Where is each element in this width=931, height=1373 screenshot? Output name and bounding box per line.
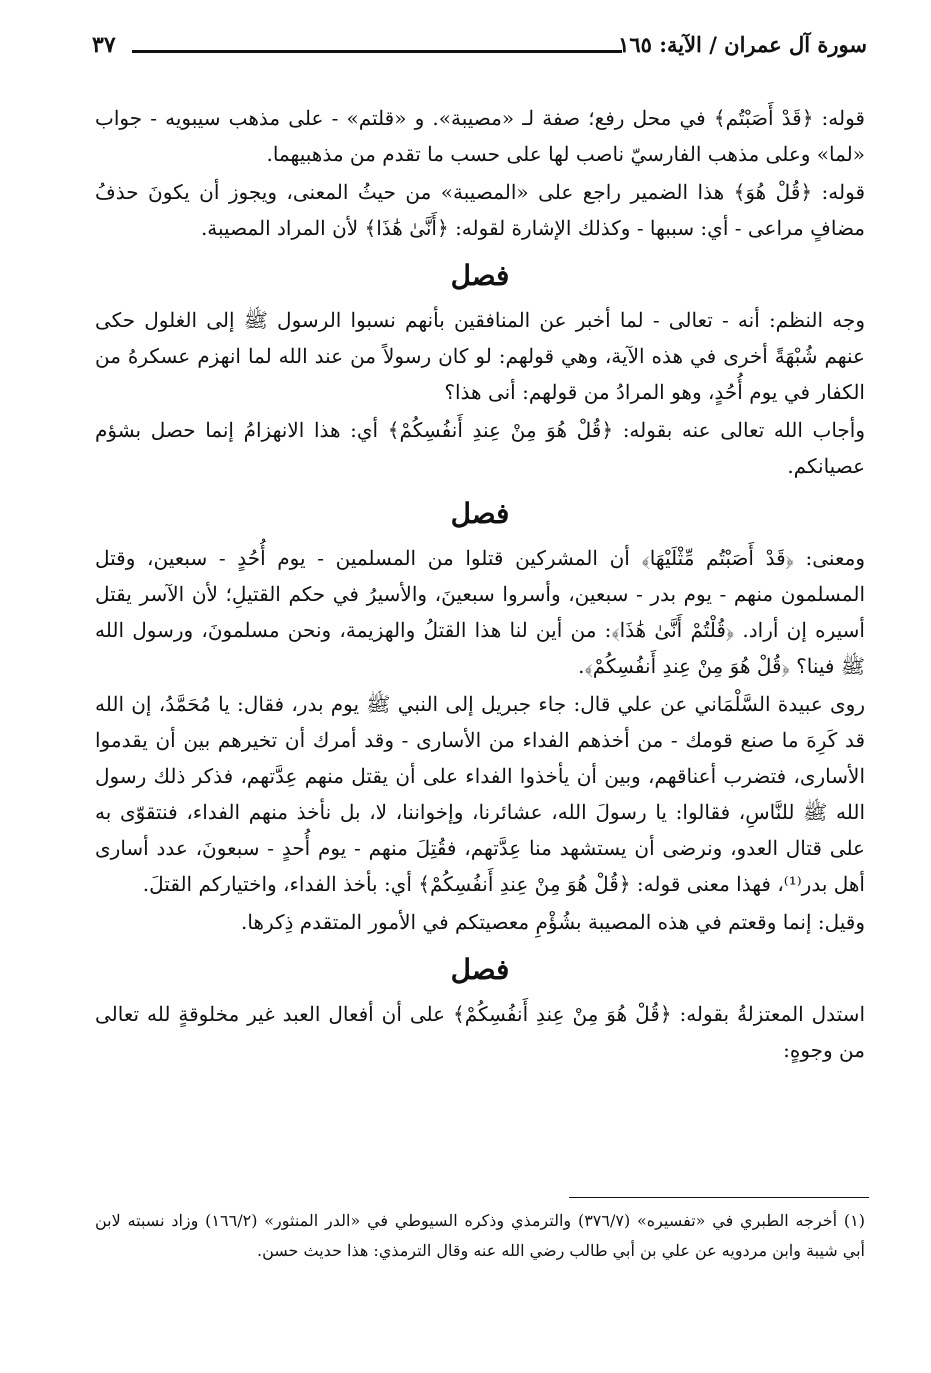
paragraph-1: قوله: ﴿قَدْ أَصَبْتُم﴾ في محل رفع؛ صفة لـ «مصيبة». و «قلتم» - على مذهب سيبويه - جواب «لما» وعلى مذهب الفارسيّ ناصب لها على حسب ما تقدم من مذهبيهما. <box>95 106 865 166</box>
running-header <box>92 30 867 62</box>
footnote: (١) أخرجه الطبري في «تفسيره» (٣٧٦/٧) والترمذي وذكره السيوطي في «الدر المنثور» (١٦٦/٢) وزاد نسبته لابن أبي شيبة وابن مردويه عن علي بن أبي طالب رضي الله عنه وقال الترمذي: هذا حديث حسن. <box>95 1211 865 1260</box>
section-heading-3: فصل <box>450 953 510 986</box>
main-text <box>95 100 865 1068</box>
surah-title: سورة آل عمران / الآية: ١٦٥ <box>618 32 867 57</box>
page-number: ٣٧ <box>92 32 116 58</box>
header-rule <box>132 50 622 53</box>
paragraph-6: روى عبيدة السَّلْمَاني عن علي قال: جاء جبريل إلى النبي ﷺ يوم بدر، فقال: يا مُحَمَّدُ، إن الله قد كَرِهَ ما صنع قومك - من أخذهم الفداء من الأسارى - وقد أمرك أن تخيرهم بين أن يقدموا الأسارى، فتضرب أعناقهم، وبين أن يأخذوا الفداء على أن يقتل منهم عِدَّتهم، فذكر ذلك رسول الله ﷺ للنَّاسِ، فقالوا: يا رسولَ الله، عشائرنا، وإخواننا، لا، بل نأخذ منهم الفداء، فنتقوّى به على قتال العدو، ونرضى أن يستشهد منا عِدَّتهم، فقُتِلَ منهم - يوم أُحدٍ - سبعونَ، عدد أسارى أهل بدر⁽¹⁾، فهذا معنى قوله: ﴿قُلْ هُوَ مِنْ عِندِ أَنفُسِكُمْ﴾ أي: بأخذ الفداء، واختياركم القتلَ. <box>95 692 865 896</box>
footnote-rule <box>569 1197 869 1198</box>
paragraph-7: وقيل: إنما وقعتم في هذه المصيبة بشُؤْمِ معصيتكم في الأمور المتقدم ذِكرها. <box>240 910 865 934</box>
section-heading-2: فصل <box>450 497 510 530</box>
paragraph-4: وأجاب الله تعالى عنه بقوله: ﴿قُلْ هُوَ مِنْ عِندِ أَنفُسِكُمْ﴾ أي: هذا الانهزامُ إنما حصل بشؤم عصيانكم. <box>95 418 865 478</box>
section-heading-1: فصل <box>450 259 510 292</box>
paragraph-2: قوله: ﴿قُلْ هُوَ﴾ هذا الضمير راجع على «المصيبة» من حيثُ المعنى، ويجوز أن يكونَ حذفُ مضافٍ مراعى - أي: سببها - وكذلك الإشارة لقوله: ﴿أَنَّىٰ هَٰذَا﴾ لأن المراد المصيبة. <box>95 180 865 240</box>
paragraph-8: استدل المعتزلةُ بقوله: ﴿قُلْ هُوَ مِنْ عِندِ أَنفُسِكُمْ﴾ على أن أفعال العبد غير مخلوقةٍ لله تعالى من وجوهٍ: <box>95 1002 865 1062</box>
paragraph-3: وجه النظم: أنه - تعالى - لما أخبر عن المنافقين بأنهم نسبوا الرسول ﷺ إلى الغلول حكى عنهم شُبْهَةً أخرى في هذه الآية، وهي قولهم: لو كان رسولاً من عند الله لما انهزم عسكرهُ من الكفار في يوم أُحُدٍ، وهو المرادُ من قولهم: أنى هذا؟ <box>95 308 865 404</box>
paragraph-5: ومعنى: ﴿قَدْ أَصَبْتُم مِّثْلَيْهَا﴾ أن المشركين قتلوا من المسلمين - يوم أُحُدٍ - سبعين، وقتل المسلمون منهم - يوم بدر - سبعين، وأسروا سبعينَ، والأسيرُ في حكم القتيلِ؛ لأن الآسر يقتل أسيره إن أراد. ﴿قُلْتُمْ أَنَّىٰ هَٰذَا﴾: من أين لنا هذا القتلُ والهزيمة، ونحن مسلمونَ، ورسول الله ﷺ فينا؟ ﴿قُلْ هُوَ مِنْ عِندِ أَنفُسِكُمْ﴾. <box>95 546 865 678</box>
